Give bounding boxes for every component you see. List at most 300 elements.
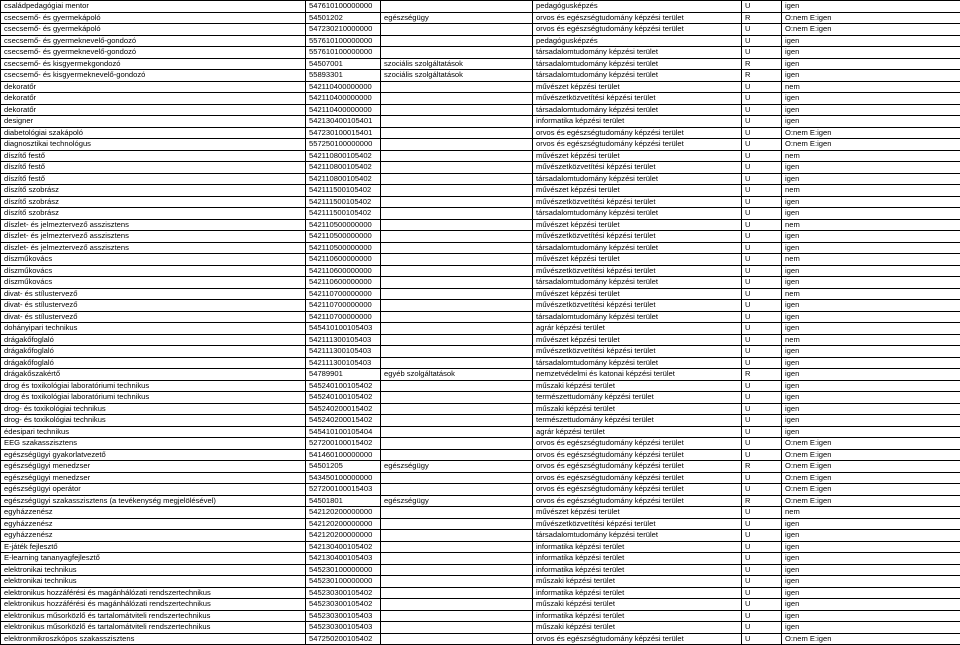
table-row xyxy=(1,35,960,47)
table-row xyxy=(1,277,960,289)
type-cell: U xyxy=(742,587,782,599)
table-row xyxy=(1,242,960,254)
training-area-cell: társadalomtudomány képzési terület xyxy=(533,58,742,70)
table-row xyxy=(1,265,960,277)
table-row xyxy=(1,622,960,634)
code-cell: 542110400000000 xyxy=(306,104,381,116)
sector-cell: egészségügy xyxy=(381,495,533,507)
training-area-cell: orvos és egészségtudomány képzési terület xyxy=(533,24,742,36)
type-cell: U xyxy=(742,231,782,243)
qualification-name-cell: drágakőfoglaló xyxy=(1,334,306,346)
sector-cell xyxy=(381,219,533,231)
table-row xyxy=(1,357,960,369)
code-cell: 542110800105402 xyxy=(306,162,381,174)
code-cell: 542110500000000 xyxy=(306,242,381,254)
sector-cell xyxy=(381,139,533,151)
sector-cell xyxy=(381,116,533,128)
type-cell: U xyxy=(742,426,782,438)
type-cell: U xyxy=(742,622,782,634)
type-cell: U xyxy=(742,208,782,220)
table-row xyxy=(1,196,960,208)
table-row xyxy=(1,127,960,139)
code-cell: 545230300105402 xyxy=(306,599,381,611)
code-cell: 557610100000000 xyxy=(306,47,381,59)
table-row xyxy=(1,254,960,266)
training-area-cell: művészetközvetítési képzési terület xyxy=(533,231,742,243)
code-cell: 527200100015403 xyxy=(306,484,381,496)
type-cell: U xyxy=(742,610,782,622)
qualification-name-cell: csecsemő- és gyermekápoló xyxy=(1,12,306,24)
type-cell: U xyxy=(742,81,782,93)
sector-cell xyxy=(381,150,533,162)
type-cell: R xyxy=(742,369,782,381)
code-cell: 55893301 xyxy=(306,70,381,82)
training-area-cell: művészetközvetítési képzési terület xyxy=(533,162,742,174)
code-cell: 54501202 xyxy=(306,12,381,24)
code-cell: 542120200000000 xyxy=(306,518,381,530)
qualification-name-cell: csecsemő- és gyermeknevelő-gondozó xyxy=(1,47,306,59)
qualification-name-cell: drog és toxikológiai laboratóriumi technikus xyxy=(1,392,306,404)
type-cell: U xyxy=(742,265,782,277)
training-area-cell: társadalomtudomány képzési terület xyxy=(533,277,742,289)
code-cell: 542110700000000 xyxy=(306,288,381,300)
code-cell: 542111500105402 xyxy=(306,196,381,208)
eligibility-cell: igen xyxy=(782,587,960,599)
training-area-cell: orvos és egészségtudomány képzési terület xyxy=(533,438,742,450)
eligibility-cell: igen xyxy=(782,357,960,369)
training-area-cell: orvos és egészségtudomány képzési terület xyxy=(533,449,742,461)
code-cell: 527200100015402 xyxy=(306,438,381,450)
training-area-cell: művészet képzési terület xyxy=(533,334,742,346)
qualification-name-cell: egyházzenész xyxy=(1,518,306,530)
code-cell: 545410100105404 xyxy=(306,426,381,438)
qualification-name-cell: elektronikus hozzáférési és magánhálózati rendszertechnikus xyxy=(1,587,306,599)
eligibility-cell: igen xyxy=(782,553,960,565)
qualification-name-cell: díszlet- és jelmeztervező asszisztens xyxy=(1,242,306,254)
table-row xyxy=(1,1,960,13)
eligibility-cell: igen xyxy=(782,380,960,392)
training-area-cell: művészet képzési terület xyxy=(533,219,742,231)
qualification-name-cell: elektronikus hozzáférési és magánhálózati rendszertechnikus xyxy=(1,599,306,611)
type-cell: U xyxy=(742,185,782,197)
eligibility-cell: nem xyxy=(782,507,960,519)
table-row xyxy=(1,93,960,105)
type-cell: U xyxy=(742,127,782,139)
training-area-cell: informatika képzési terület xyxy=(533,116,742,128)
code-cell: 545230300105403 xyxy=(306,610,381,622)
type-cell: U xyxy=(742,438,782,450)
code-cell: 542110700000000 xyxy=(306,311,381,323)
eligibility-cell: igen xyxy=(782,58,960,70)
qualification-name-cell: csecsemő- és kisgyermeknevelő-gondozó xyxy=(1,70,306,82)
eligibility-cell: O:nem E:igen xyxy=(782,484,960,496)
code-cell: 542110700000000 xyxy=(306,300,381,312)
type-cell: U xyxy=(742,196,782,208)
table-row xyxy=(1,380,960,392)
qualification-name-cell: divat- és stílustervező xyxy=(1,288,306,300)
eligibility-cell: igen xyxy=(782,196,960,208)
eligibility-cell: igen xyxy=(782,415,960,427)
qualification-name-cell: E-játék fejlesztő xyxy=(1,541,306,553)
code-cell: 547610100000000 xyxy=(306,1,381,13)
sector-cell xyxy=(381,472,533,484)
training-area-cell: informatika képzési terület xyxy=(533,541,742,553)
type-cell: U xyxy=(742,300,782,312)
code-cell: 542120200000000 xyxy=(306,530,381,542)
code-cell: 545230300105402 xyxy=(306,587,381,599)
type-cell: U xyxy=(742,311,782,323)
type-cell: U xyxy=(742,518,782,530)
qualification-name-cell: egészségügyi menedzser xyxy=(1,472,306,484)
eligibility-cell: igen xyxy=(782,369,960,381)
sector-cell xyxy=(381,162,533,174)
table-row xyxy=(1,12,960,24)
qualification-name-cell: elektronikai technikus xyxy=(1,576,306,588)
code-cell: 545410100105403 xyxy=(306,323,381,335)
code-cell: 54501205 xyxy=(306,461,381,473)
sector-cell xyxy=(381,346,533,358)
qualification-name-cell: díszítő szobrász xyxy=(1,208,306,220)
training-area-cell: társadalomtudomány képzési terület xyxy=(533,70,742,82)
type-cell: R xyxy=(742,12,782,24)
table-row xyxy=(1,150,960,162)
sector-cell: egyéb szolgáltatások xyxy=(381,369,533,381)
training-area-cell: művészet képzési terület xyxy=(533,507,742,519)
eligibility-cell: O:nem E:igen xyxy=(782,127,960,139)
qualification-name-cell: drog- és toxikológiai technikus xyxy=(1,403,306,415)
qualification-name-cell: diabetológiai szakápoló xyxy=(1,127,306,139)
qualification-name-cell: díszműkovács xyxy=(1,265,306,277)
type-cell: U xyxy=(742,162,782,174)
training-area-cell: orvos és egészségtudomány képzési terület xyxy=(533,633,742,645)
training-area-cell: nemzetvédelmi és katonai képzési terület xyxy=(533,369,742,381)
type-cell: U xyxy=(742,116,782,128)
eligibility-cell: nem xyxy=(782,185,960,197)
qualification-name-cell: dohányipari technikus xyxy=(1,323,306,335)
table-row xyxy=(1,70,960,82)
code-cell: 542110600000000 xyxy=(306,265,381,277)
type-cell: U xyxy=(742,564,782,576)
type-cell: U xyxy=(742,254,782,266)
type-cell: U xyxy=(742,346,782,358)
eligibility-cell: igen xyxy=(782,265,960,277)
qualification-name-cell: díszítő festő xyxy=(1,150,306,162)
code-cell: 542130400105402 xyxy=(306,541,381,553)
qualification-name-cell: elektronikus műsorközlő és tartalomátviteli rendszertechnikus xyxy=(1,622,306,634)
sector-cell xyxy=(381,576,533,588)
training-area-cell: agrár képzési terület xyxy=(533,323,742,335)
eligibility-cell: igen xyxy=(782,162,960,174)
qualification-name-cell: díszlet- és jelmeztervező asszisztens xyxy=(1,231,306,243)
eligibility-cell: igen xyxy=(782,47,960,59)
sector-cell xyxy=(381,24,533,36)
eligibility-cell: nem xyxy=(782,219,960,231)
sector-cell xyxy=(381,231,533,243)
training-area-cell: társadalomtudomány képzési terület xyxy=(533,357,742,369)
qualification-name-cell: családpedagógiai mentor xyxy=(1,1,306,13)
eligibility-cell: O:nem E:igen xyxy=(782,139,960,151)
sector-cell xyxy=(381,208,533,220)
training-area-cell: művészet képzési terület xyxy=(533,254,742,266)
training-area-cell: műszaki képzési terület xyxy=(533,380,742,392)
type-cell: U xyxy=(742,633,782,645)
eligibility-cell: igen xyxy=(782,541,960,553)
qualification-name-cell: díszítő szobrász xyxy=(1,196,306,208)
table-row xyxy=(1,81,960,93)
eligibility-cell: igen xyxy=(782,564,960,576)
table-row xyxy=(1,346,960,358)
qualification-name-cell: diagnosztikai technológus xyxy=(1,139,306,151)
training-area-cell: orvos és egészségtudomány képzési terület xyxy=(533,472,742,484)
sector-cell xyxy=(381,47,533,59)
training-area-cell: agrár képzési terület xyxy=(533,426,742,438)
eligibility-cell: igen xyxy=(782,311,960,323)
training-area-cell: társadalomtudomány képzési terület xyxy=(533,173,742,185)
qualification-name-cell: drágakőfoglaló xyxy=(1,346,306,358)
sector-cell xyxy=(381,35,533,47)
sector-cell xyxy=(381,173,533,185)
eligibility-cell: igen xyxy=(782,426,960,438)
table-row xyxy=(1,461,960,473)
sector-cell xyxy=(381,622,533,634)
code-cell: 545230300105403 xyxy=(306,622,381,634)
training-area-cell: művészet képzési terület xyxy=(533,150,742,162)
type-cell: U xyxy=(742,576,782,588)
table-row xyxy=(1,518,960,530)
sector-cell xyxy=(381,93,533,105)
table-row xyxy=(1,403,960,415)
training-area-cell: társadalomtudomány képzési terület xyxy=(533,530,742,542)
eligibility-cell: igen xyxy=(782,610,960,622)
type-cell: U xyxy=(742,449,782,461)
training-area-cell: orvos és egészségtudomány képzési terület xyxy=(533,139,742,151)
training-area-cell: társadalomtudomány képzési terület xyxy=(533,311,742,323)
code-cell: 542111500105402 xyxy=(306,208,381,220)
training-area-cell: művészetközvetítési képzési terület xyxy=(533,93,742,105)
sector-cell xyxy=(381,1,533,13)
type-cell: U xyxy=(742,507,782,519)
table-row xyxy=(1,139,960,151)
training-area-cell: művészet képzési terület xyxy=(533,185,742,197)
code-cell: 54507001 xyxy=(306,58,381,70)
qualification-name-cell: elektronikai technikus xyxy=(1,564,306,576)
table-row xyxy=(1,300,960,312)
type-cell: U xyxy=(742,380,782,392)
sector-cell xyxy=(381,323,533,335)
eligibility-cell: igen xyxy=(782,231,960,243)
eligibility-cell: nem xyxy=(782,81,960,93)
table-row xyxy=(1,495,960,507)
training-area-cell: műszaki képzési terület xyxy=(533,599,742,611)
sector-cell xyxy=(381,334,533,346)
qualification-name-cell: designer xyxy=(1,116,306,128)
code-cell: 542111300105403 xyxy=(306,357,381,369)
qualification-name-cell: egészségügyi gyakorlatvezető xyxy=(1,449,306,461)
code-cell: 543450100000000 xyxy=(306,472,381,484)
sector-cell xyxy=(381,357,533,369)
code-cell: 545240100105402 xyxy=(306,380,381,392)
sector-cell: szociális szolgáltatások xyxy=(381,70,533,82)
qualification-name-cell: egyházzenész xyxy=(1,530,306,542)
table-row xyxy=(1,530,960,542)
code-cell: 542111300105403 xyxy=(306,346,381,358)
code-cell: 541460100000000 xyxy=(306,449,381,461)
qualification-name-cell: divat- és stílustervező xyxy=(1,311,306,323)
eligibility-cell: igen xyxy=(782,518,960,530)
type-cell: U xyxy=(742,484,782,496)
eligibility-cell: O:nem E:igen xyxy=(782,472,960,484)
table-row xyxy=(1,162,960,174)
qualification-name-cell: drágakőszakértő xyxy=(1,369,306,381)
code-cell: 545240200015402 xyxy=(306,403,381,415)
eligibility-cell: igen xyxy=(782,242,960,254)
eligibility-cell: igen xyxy=(782,70,960,82)
table-row xyxy=(1,438,960,450)
type-cell: R xyxy=(742,495,782,507)
table-row xyxy=(1,323,960,335)
eligibility-cell: igen xyxy=(782,300,960,312)
code-cell: 542110400000000 xyxy=(306,93,381,105)
table-row xyxy=(1,334,960,346)
table-row xyxy=(1,231,960,243)
code-cell: 542111500105402 xyxy=(306,185,381,197)
table-row xyxy=(1,58,960,70)
code-cell: 542110500000000 xyxy=(306,231,381,243)
type-cell: U xyxy=(742,415,782,427)
qualification-name-cell: elektronikus műsorközlő és tartalomátviteli rendszertechnikus xyxy=(1,610,306,622)
training-area-cell: orvos és egészségtudomány képzési terület xyxy=(533,484,742,496)
sector-cell xyxy=(381,392,533,404)
sector-cell xyxy=(381,403,533,415)
qualification-name-cell: csecsemő- és kisgyermekgondozó xyxy=(1,58,306,70)
code-cell: 542110500000000 xyxy=(306,219,381,231)
training-area-cell: társadalomtudomány képzési terület xyxy=(533,242,742,254)
training-area-cell: művészetközvetítési képzési terület xyxy=(533,265,742,277)
eligibility-cell: igen xyxy=(782,173,960,185)
table-row xyxy=(1,553,960,565)
training-area-cell: orvos és egészségtudomány képzési terület xyxy=(533,127,742,139)
code-cell: 542110600000000 xyxy=(306,277,381,289)
type-cell: U xyxy=(742,357,782,369)
qualification-name-cell: egyházzenész xyxy=(1,507,306,519)
training-area-cell: pedagógusképzés xyxy=(533,1,742,13)
code-cell: 542111300105403 xyxy=(306,334,381,346)
eligibility-cell: nem xyxy=(782,288,960,300)
eligibility-cell: igen xyxy=(782,93,960,105)
eligibility-cell: nem xyxy=(782,254,960,266)
type-cell: U xyxy=(742,541,782,553)
qualification-name-cell: díszműkovács xyxy=(1,254,306,266)
qualification-name-cell: egészségügyi operátor xyxy=(1,484,306,496)
qualification-name-cell: díszítő szobrász xyxy=(1,185,306,197)
sector-cell xyxy=(381,380,533,392)
table-row xyxy=(1,610,960,622)
type-cell: U xyxy=(742,35,782,47)
sector-cell: szociális szolgáltatások xyxy=(381,58,533,70)
sector-cell xyxy=(381,196,533,208)
type-cell: U xyxy=(742,219,782,231)
code-cell: 54501801 xyxy=(306,495,381,507)
eligibility-cell: igen xyxy=(782,346,960,358)
training-area-cell: informatika képzési terület xyxy=(533,610,742,622)
training-area-cell: társadalomtudomány képzési terület xyxy=(533,47,742,59)
code-cell: 542130400105403 xyxy=(306,553,381,565)
table-row xyxy=(1,219,960,231)
table-row xyxy=(1,472,960,484)
qualification-name-cell: drog- és toxikológiai technikus xyxy=(1,415,306,427)
eligibility-cell: igen xyxy=(782,622,960,634)
type-cell: U xyxy=(742,392,782,404)
type-cell: U xyxy=(742,472,782,484)
training-area-cell: társadalomtudomány képzési terület xyxy=(533,208,742,220)
table-row xyxy=(1,507,960,519)
training-area-cell: informatika képzési terület xyxy=(533,564,742,576)
table-row xyxy=(1,426,960,438)
training-area-cell: műszaki képzési terület xyxy=(533,576,742,588)
qualification-name-cell: dekoratőr xyxy=(1,104,306,116)
training-area-cell: műszaki képzési terület xyxy=(533,622,742,634)
eligibility-cell: igen xyxy=(782,208,960,220)
eligibility-cell: igen xyxy=(782,530,960,542)
table-row xyxy=(1,208,960,220)
type-cell: R xyxy=(742,461,782,473)
table-row xyxy=(1,449,960,461)
sector-cell xyxy=(381,415,533,427)
sector-cell xyxy=(381,530,533,542)
sector-cell xyxy=(381,277,533,289)
table-row xyxy=(1,369,960,381)
sector-cell xyxy=(381,610,533,622)
sector-cell xyxy=(381,265,533,277)
code-cell: 542130400105401 xyxy=(306,116,381,128)
sector-cell xyxy=(381,438,533,450)
table-row xyxy=(1,24,960,36)
table-row xyxy=(1,116,960,128)
sector-cell xyxy=(381,254,533,266)
type-cell: U xyxy=(742,288,782,300)
sector-cell xyxy=(381,300,533,312)
sector-cell xyxy=(381,185,533,197)
training-area-cell: művészetközvetítési képzési terület xyxy=(533,346,742,358)
eligibility-cell: igen xyxy=(782,104,960,116)
type-cell: U xyxy=(742,47,782,59)
type-cell: R xyxy=(742,58,782,70)
code-cell: 547250200105402 xyxy=(306,633,381,645)
code-cell: 542120200000000 xyxy=(306,507,381,519)
type-cell: U xyxy=(742,323,782,335)
eligibility-cell: O:nem E:igen xyxy=(782,449,960,461)
sector-cell xyxy=(381,127,533,139)
type-cell: U xyxy=(742,277,782,289)
table-row xyxy=(1,104,960,116)
type-cell: U xyxy=(742,553,782,565)
type-cell: U xyxy=(742,139,782,151)
code-cell: 542110400000000 xyxy=(306,81,381,93)
code-cell: 547230100015401 xyxy=(306,127,381,139)
table-row xyxy=(1,392,960,404)
sector-cell xyxy=(381,242,533,254)
qualification-name-cell: díszműkovács xyxy=(1,277,306,289)
sector-cell xyxy=(381,484,533,496)
training-area-cell: természettudomány képzési terület xyxy=(533,415,742,427)
code-cell: 54789901 xyxy=(306,369,381,381)
eligibility-cell: igen xyxy=(782,1,960,13)
eligibility-cell: igen xyxy=(782,116,960,128)
training-area-cell: természettudomány képzési terület xyxy=(533,392,742,404)
eligibility-cell: igen xyxy=(782,403,960,415)
table-row xyxy=(1,633,960,645)
code-cell: 542110600000000 xyxy=(306,254,381,266)
